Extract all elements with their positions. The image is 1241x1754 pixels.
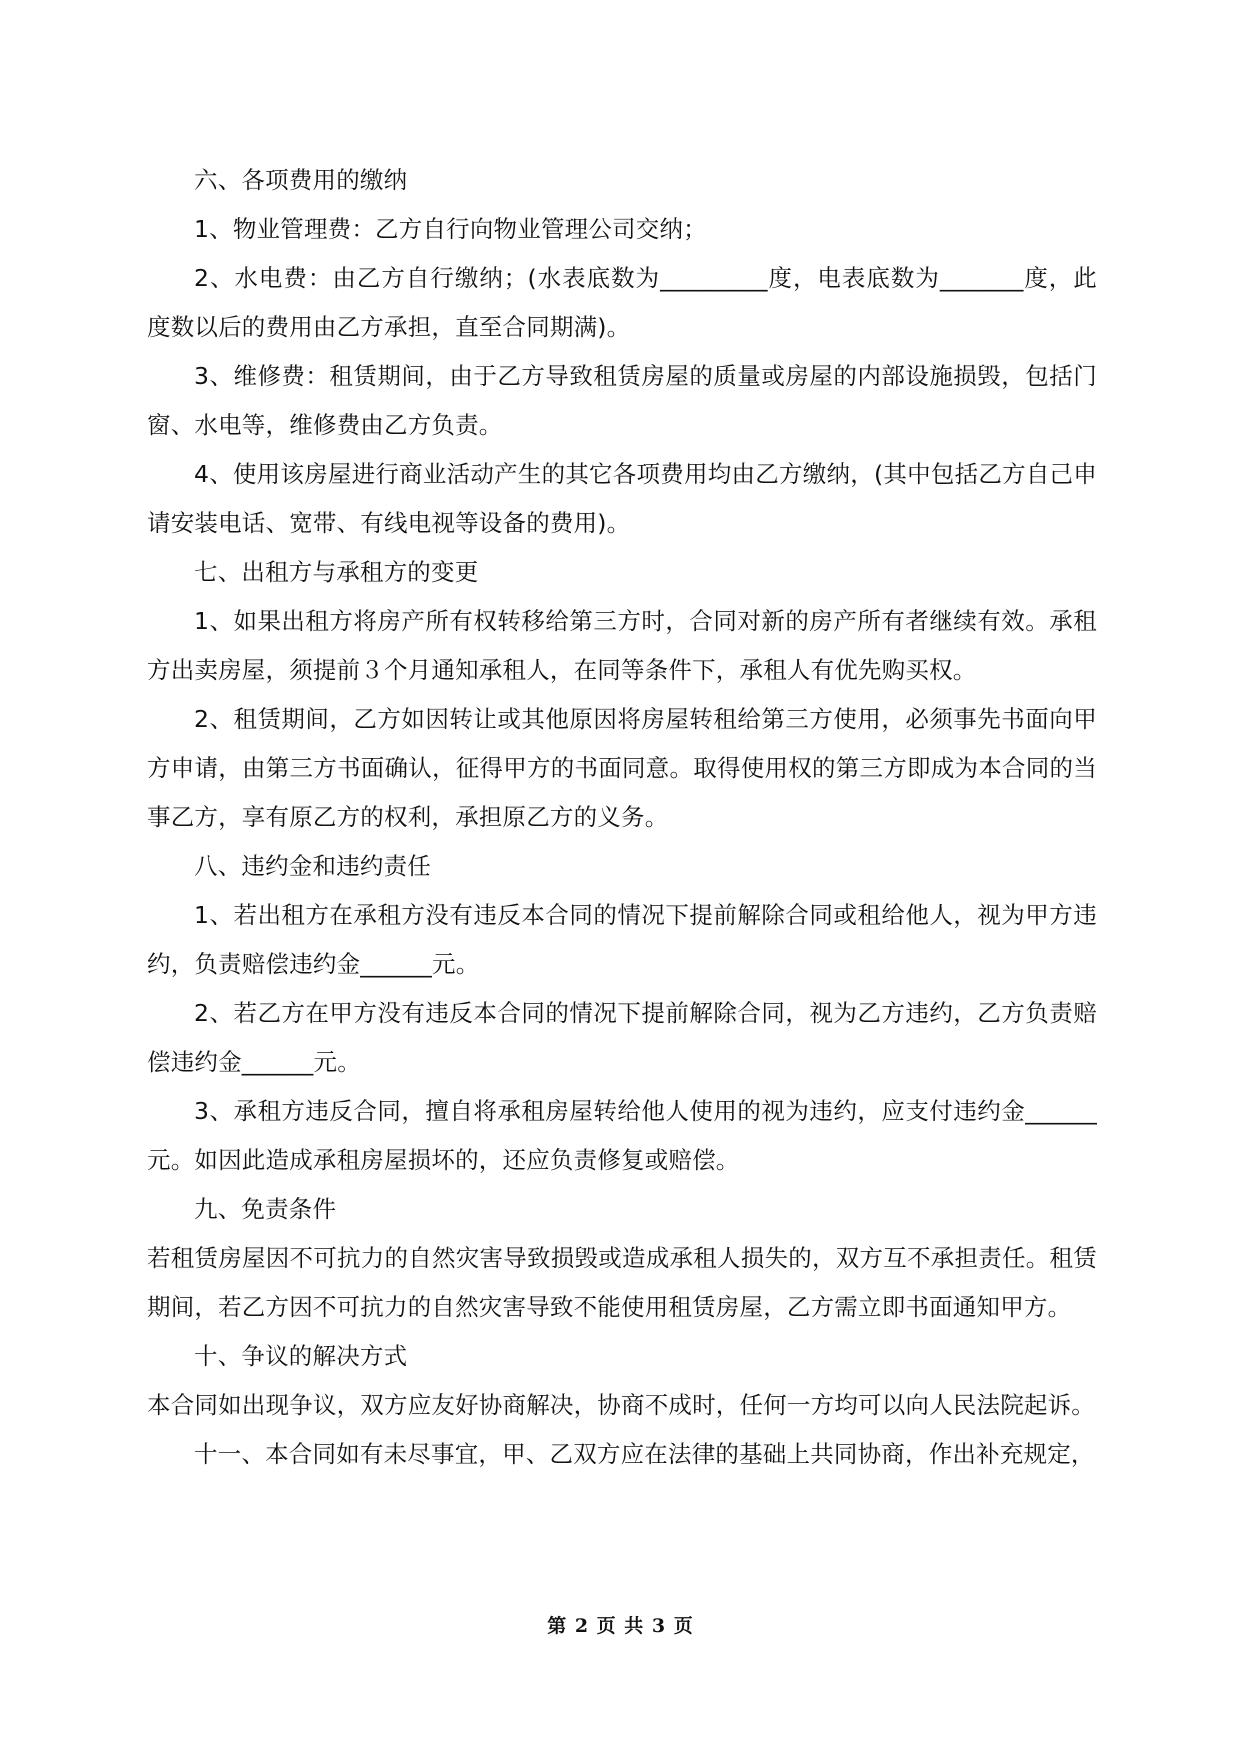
section-heading-dispute: 十、争议的解决方式	[194, 1342, 408, 1370]
clause-other-fees: 4、使用该房屋进行商业活动产生的其它各项费用均由乙方缴纳，(其中包括乙方自己申请安装电话、宽带、有线电视等设备的费用)。	[147, 460, 1097, 537]
clause-supplementary: 十一、本合同如有未尽事宜，甲、乙双方应在法律的基础上共同协商，作出补充规定，	[194, 1440, 1095, 1468]
page-number: 第 2 页 共 3 页	[547, 1615, 694, 1637]
section-heading-fees: 六、各项费用的缴纳	[194, 166, 408, 194]
clause-property-fee: 1、物业管理费：乙方自行向物业管理公司交纳；	[194, 215, 707, 243]
clause-utilities: 2、水电费：由乙方自行缴纳；(水表底数为_________度，电表底数为_______度，此度数以后的费用由乙方承担，直至合同期满)。	[147, 264, 1097, 341]
clause-ownership-transfer: 1、如果出租方将房产所有权转移给第三方时，合同对新的房产所有者继续有效。承租方出卖房屋，须提前３个月通知承租人，在同等条件下，承租人有优先购买权。	[147, 607, 1097, 684]
clause-force-majeure: 若租赁房屋因不可抗力的自然灾害导致损毁或造成承租人损失的，双方互不承担责任。租赁期间，若乙方因不可抗力的自然灾害导致不能使用租赁房屋，乙方需立即书面通知甲方。	[147, 1244, 1097, 1321]
document-body	[147, 156, 1097, 1479]
clause-lessee-breach: 2、若乙方在甲方没有违反本合同的情况下提前解除合同，视为乙方违约，乙方负责赔偿违约金______元。	[147, 999, 1097, 1076]
clause-dispute-resolution: 本合同如出现争议，双方应友好协商解决，协商不成时，任何一方均可以向人民法院起诉。	[147, 1391, 1095, 1419]
clause-lessor-breach: 1、若出租方在承租方没有违反本合同的情况下提前解除合同或租给他人，视为甲方违约，负责赔偿违约金______元。	[147, 901, 1097, 978]
clause-unauthorized-transfer: 3、承租方违反合同，擅自将承租房屋转给他人使用的视为违约，应支付违约金______元。如因此造成承租房屋损坏的，还应负责修复或赔偿。	[147, 1097, 1097, 1174]
section-heading-exemption: 九、免责条件	[194, 1195, 337, 1223]
clause-maintenance: 3、维修费：租赁期间，由于乙方导致租赁房屋的质量或房屋的内部设施损毁，包括门窗、水电等，维修费由乙方负责。	[147, 362, 1097, 439]
section-heading-party-change: 七、出租方与承租方的变更	[194, 558, 479, 586]
clause-sublease: 2、租赁期间，乙方如因转让或其他原因将房屋转租给第三方使用，必须事先书面向甲方申请，由第三方书面确认，征得甲方的书面同意。取得使用权的第三方即成为本合同的当事乙方，享有原乙方的权利，承担原乙方的义务。	[147, 705, 1097, 831]
section-heading-breach: 八、违约金和违约责任	[194, 852, 431, 880]
